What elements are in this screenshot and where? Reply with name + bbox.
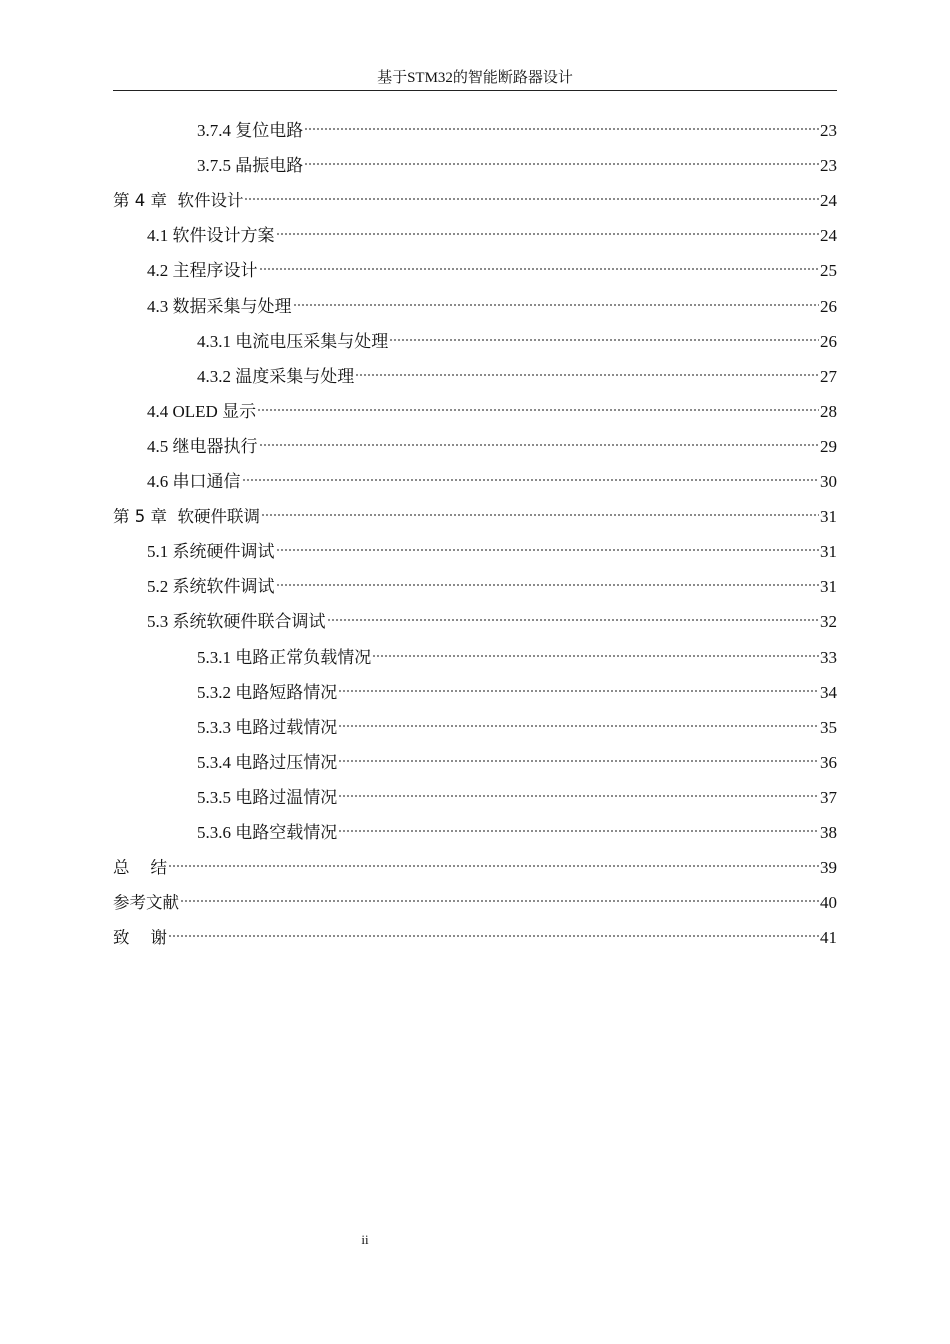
- toc-entry-label: 致 谢: [113, 928, 167, 948]
- toc-entry-page: 26: [820, 331, 837, 351]
- toc-dot-leader: [168, 864, 819, 868]
- toc-entry-label: 4.4 OLED 显示: [147, 401, 257, 421]
- toc-section-entry[interactable]: [197, 710, 837, 745]
- toc-entry-page: 34: [820, 682, 837, 702]
- toc-entry-label: 5.3.4 电路过压情况: [197, 752, 338, 772]
- toc-entry-label: 5.3.6 电路空载情况: [197, 823, 338, 842]
- toc-section-entry[interactable]: [147, 218, 837, 253]
- toc-dot-leader: [242, 478, 820, 482]
- toc-entry-page: 31: [820, 577, 837, 597]
- toc-dot-leader: [244, 197, 819, 201]
- toc-entry-label: 第 4 章 软件设计: [113, 191, 244, 211]
- toc-entry-page: 30: [820, 472, 837, 491]
- toc-entry-page: 26: [820, 296, 837, 316]
- toc-entry-label: 4.1 软件设计方案: [147, 226, 275, 246]
- toc-dot-leader: [293, 303, 820, 307]
- toc-entry-page: 37: [820, 787, 837, 807]
- toc-entry-label: 4.5 继电器执行: [147, 436, 258, 456]
- toc-section-entry[interactable]: [147, 464, 837, 499]
- toc-chapter-entry[interactable]: [113, 499, 837, 534]
- toc-entry-label: 第 5 章 软硬件联调: [113, 507, 260, 527]
- toc-dot-leader: [261, 513, 819, 517]
- toc-section-entry[interactable]: [197, 780, 837, 815]
- toc-dot-leader: [338, 759, 819, 763]
- toc-entry-page: 23: [820, 156, 837, 176]
- toc-section-entry[interactable]: [197, 675, 837, 710]
- toc-section-entry[interactable]: [147, 534, 837, 569]
- toc-dot-leader: [389, 338, 819, 342]
- toc-dot-leader: [338, 794, 819, 798]
- toc-entry-page: 38: [820, 823, 837, 842]
- toc-entry-page: 35: [820, 717, 837, 737]
- toc-dot-leader: [259, 443, 820, 447]
- toc-entry-label: 5.1 系统硬件调试: [147, 542, 275, 562]
- toc-section-entry[interactable]: [197, 815, 837, 850]
- toc-section-entry[interactable]: [147, 569, 837, 604]
- toc-section-entry[interactable]: [197, 745, 837, 780]
- toc-entry-page: 41: [820, 928, 837, 948]
- toc-entry-label: 5.3.3 电路过载情况: [197, 717, 338, 737]
- toc-dot-leader: [276, 548, 820, 552]
- toc-entry-label: 5.3.1 电路正常负载情况: [197, 647, 372, 667]
- toc-entry-label: 4.6 串口通信: [147, 472, 241, 491]
- toc-entry-page: 29: [820, 436, 837, 456]
- toc-entry-label: 5.3.2 电路短路情况: [197, 682, 338, 702]
- toc-section-entry[interactable]: [147, 429, 837, 464]
- toc-entry-label: 4.3.1 电流电压采集与处理: [197, 331, 389, 351]
- toc-entry-label: 3.7.4 复位电路: [197, 121, 304, 140]
- toc-dot-leader: [338, 829, 819, 833]
- toc-entry-label: 总 结: [113, 858, 167, 878]
- toc-entry-page: 36: [820, 752, 837, 772]
- toc-dot-leader: [257, 408, 819, 412]
- toc-entry-label: 5.3 系统软硬件联合调试: [147, 612, 326, 632]
- toc-entry-label: 参考文献: [113, 893, 179, 913]
- toc-dot-leader: [304, 127, 819, 131]
- toc-chapter-entry[interactable]: [113, 183, 837, 218]
- toc-chapter-entry[interactable]: [113, 885, 837, 920]
- toc-section-entry[interactable]: [197, 359, 837, 394]
- toc-dot-leader: [338, 724, 819, 728]
- toc-entry-page: 32: [820, 612, 837, 632]
- toc-dot-leader: [276, 583, 820, 587]
- toc-section-entry[interactable]: [147, 253, 837, 288]
- toc-dot-leader: [259, 267, 820, 271]
- page-number: ii: [361, 1232, 369, 1247]
- toc-dot-leader: [372, 654, 819, 658]
- toc-dot-leader: [338, 689, 819, 693]
- toc-entry-label: 4.2 主程序设计: [147, 261, 258, 281]
- toc-section-entry[interactable]: [147, 289, 837, 324]
- toc-entry-page: 39: [820, 858, 837, 878]
- page-header: [113, 67, 837, 91]
- toc-section-entry[interactable]: [147, 394, 837, 429]
- toc-entry-page: 24: [820, 191, 837, 211]
- toc-entry-page: 24: [820, 226, 837, 246]
- toc-entry-page: 27: [820, 366, 837, 386]
- toc-chapter-entry[interactable]: [113, 850, 837, 885]
- toc-dot-leader: [355, 373, 819, 377]
- header-title: 基于STM32的智能断路器设计: [377, 70, 573, 86]
- toc-entry-page: 23: [820, 121, 837, 140]
- toc-section-entry[interactable]: [197, 113, 837, 148]
- toc-dot-leader: [180, 899, 819, 903]
- toc-entry-page: 40: [820, 893, 837, 913]
- toc-section-entry[interactable]: [147, 604, 837, 639]
- toc-section-entry[interactable]: [197, 640, 837, 675]
- toc-dot-leader: [276, 232, 820, 236]
- toc-entry-label: 5.2 系统软件调试: [147, 577, 275, 597]
- toc-entry-label: 3.7.5 晶振电路: [197, 156, 304, 176]
- toc-entry-page: 31: [820, 542, 837, 562]
- toc-entry-page: 33: [820, 647, 837, 667]
- toc-entry-label: 4.3.2 温度采集与处理: [197, 366, 355, 386]
- toc-entry-page: 31: [820, 507, 837, 527]
- toc-entry-page: 25: [820, 261, 837, 281]
- toc-dot-leader: [327, 618, 820, 622]
- toc-entry-label: 4.3 数据采集与处理: [147, 296, 292, 316]
- toc-entry-label: 5.3.5 电路过温情况: [197, 787, 338, 807]
- toc-entry-page: 28: [820, 401, 837, 421]
- toc-dot-leader: [304, 162, 819, 166]
- toc-dot-leader: [168, 934, 819, 938]
- toc-section-entry[interactable]: [197, 324, 837, 359]
- toc-chapter-entry[interactable]: [113, 920, 837, 955]
- toc-section-entry[interactable]: [197, 148, 837, 183]
